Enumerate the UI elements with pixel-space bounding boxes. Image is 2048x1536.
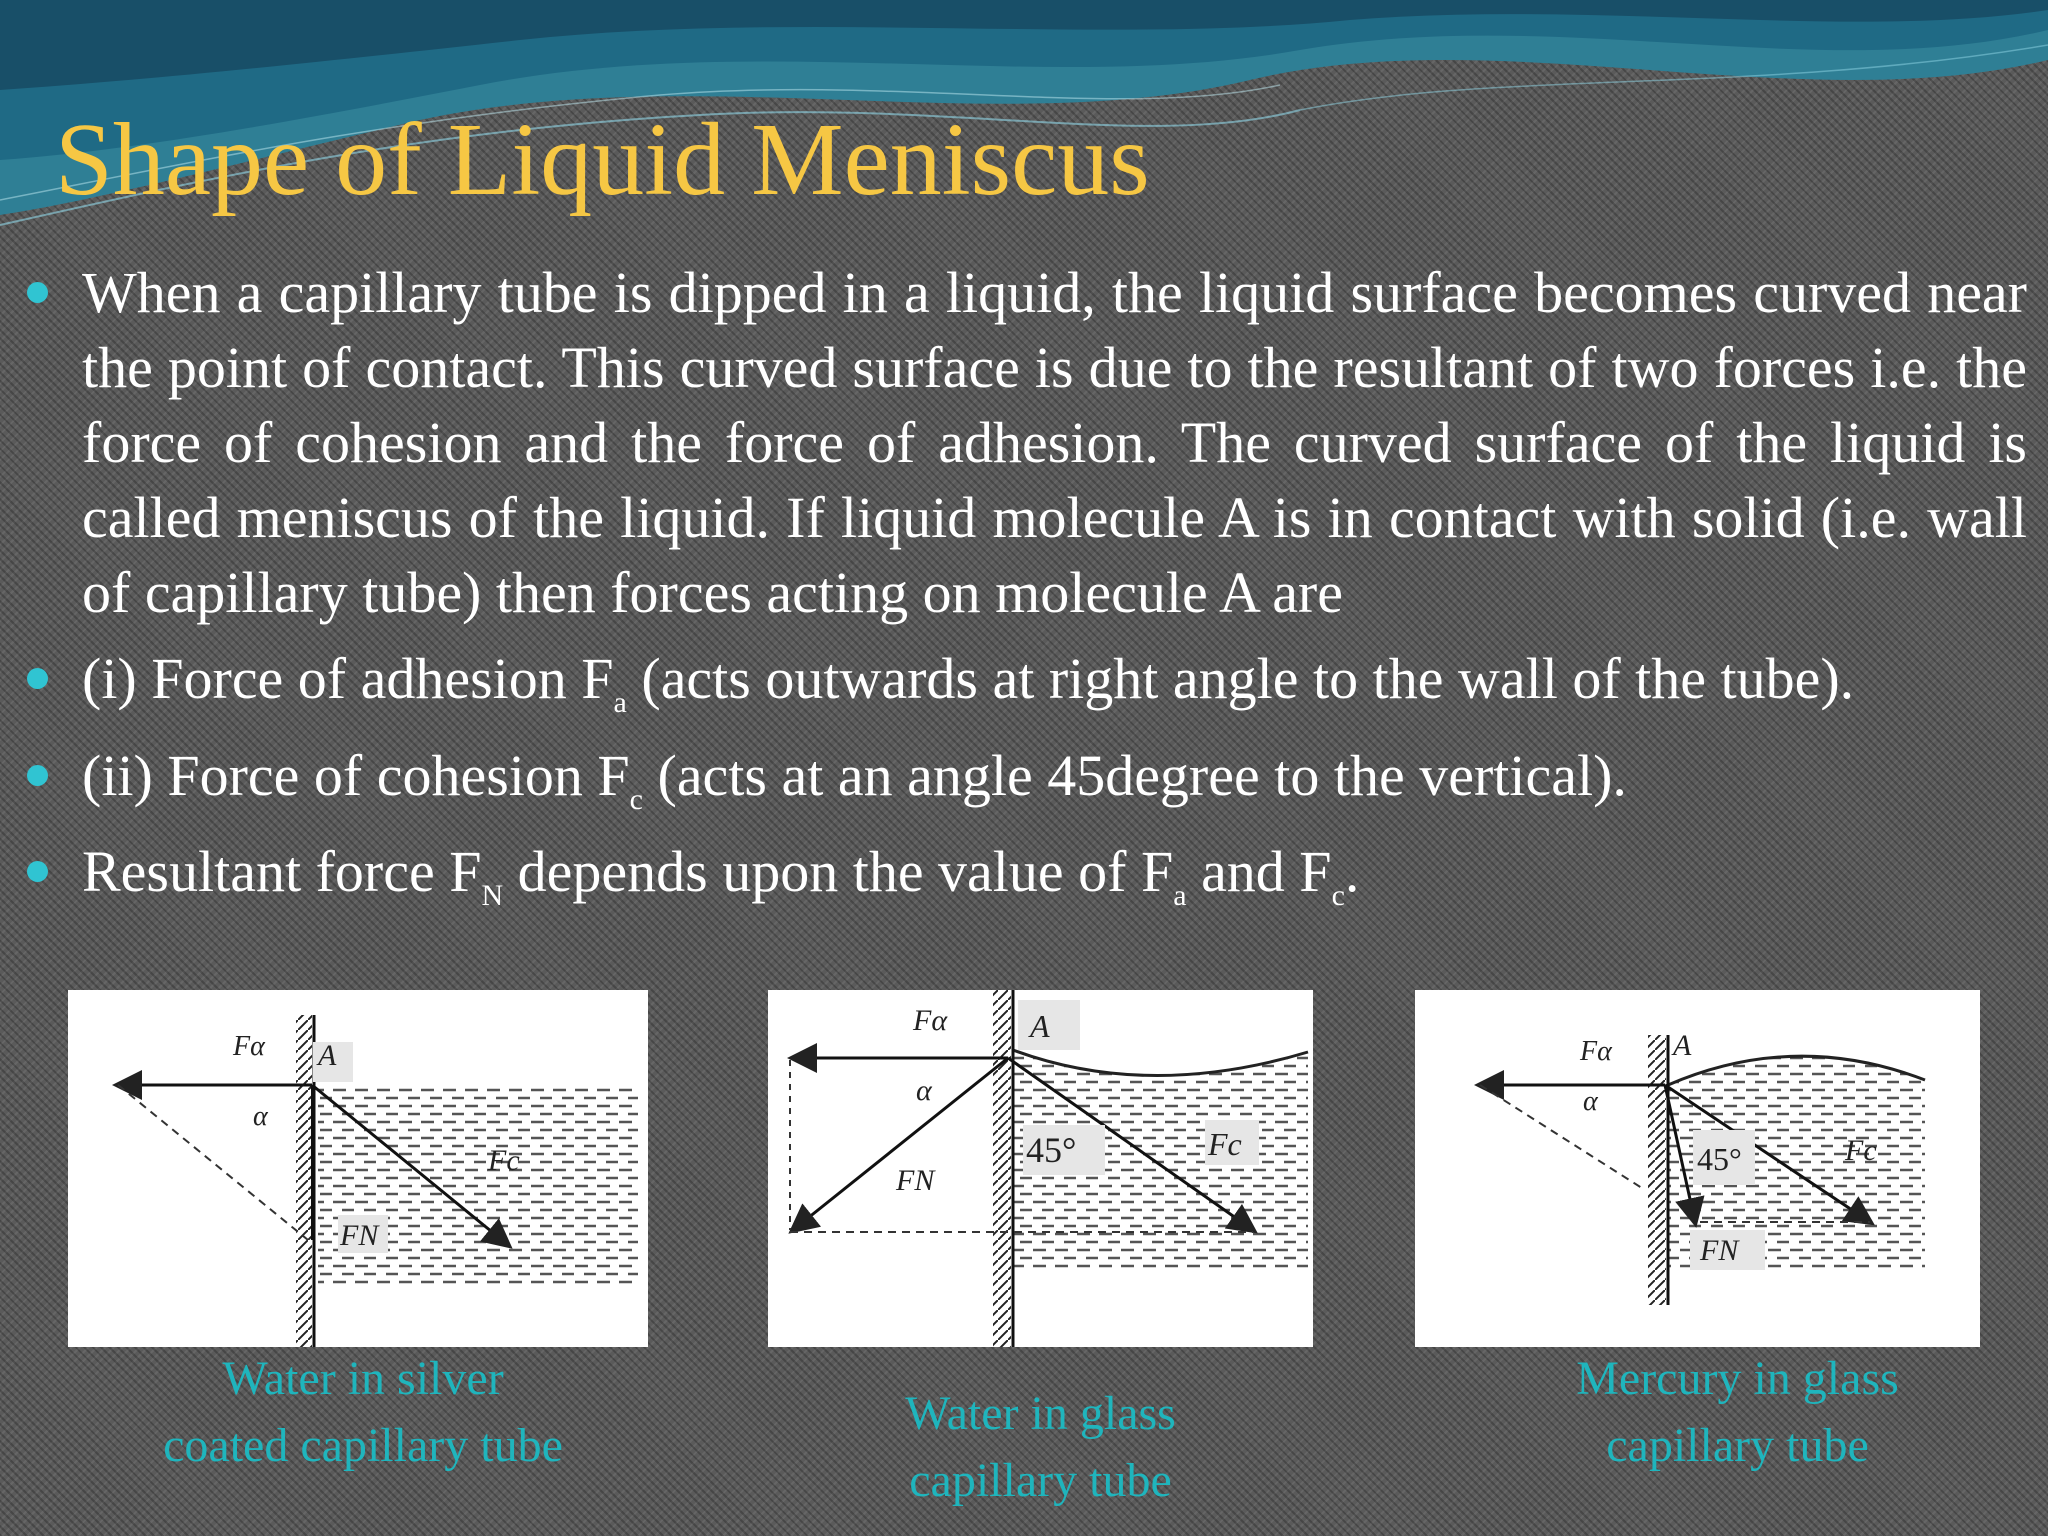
bullet-cohesion <box>22 738 2027 816</box>
resultant-text-4: . <box>1344 839 1360 904</box>
bullet-list <box>22 255 2027 912</box>
caption-line: Mercury in glass <box>1576 1352 1899 1405</box>
resultant-subscript-n: N <box>481 879 504 912</box>
caption-line: Water in glass <box>905 1387 1176 1440</box>
bullet-resultant <box>22 834 2027 912</box>
fc-label: Fc <box>488 1144 520 1177</box>
fn-label: FN <box>1700 1234 1739 1267</box>
diagram-silver-coated <box>68 990 648 1347</box>
adhesion-text: (i) Force of adhesion F <box>82 646 614 711</box>
bullet-dot-icon <box>27 668 48 689</box>
a-label: A <box>318 1039 337 1072</box>
fa-label: Fα <box>233 1031 265 1062</box>
fc-label: Fc <box>1845 1134 1877 1167</box>
figure-silver-coated-tube <box>68 990 648 1347</box>
diagram-water-glass <box>768 990 1313 1347</box>
fn-label: FN <box>896 1164 935 1197</box>
a-label: A <box>1673 1029 1692 1062</box>
bullet-intro <box>22 255 2027 630</box>
bullet-dot-icon <box>27 765 48 786</box>
cohesion-subscript: c <box>629 783 643 816</box>
fc-label: Fc <box>1208 1126 1242 1162</box>
slide-title: Shape of Liquid Meniscus <box>55 102 1150 217</box>
caption-silver-coated <box>68 1345 658 1479</box>
fa-label: Fα <box>913 1004 948 1037</box>
resultant-subscript-a: a <box>1173 879 1187 912</box>
adhesion-text-rest: (acts outwards at right angle to the wall of the tube). <box>626 646 1855 711</box>
fn-label: FN <box>340 1219 379 1252</box>
intro-text: When a capillary tube is dipped in a liquid, the liquid surface becomes curved near the point of contact. This curved surface is due to the resultant of two forces i.e. the force of cohesion and the force of adhesion. The curved surface of the liquid is called meniscus of the liquid. If liquid molecule A is in contact with solid (i.e. wall of capillary tube) then forces acting on molecule A are <box>82 260 2027 625</box>
caption-line: capillary tube <box>1606 1419 1869 1472</box>
resultant-subscript-c: c <box>1331 879 1345 912</box>
angle-label: 45° <box>1697 1141 1742 1177</box>
cohesion-text-rest: (acts at an angle 45degree to the vertical). <box>643 743 1627 808</box>
adhesion-subscript: a <box>613 686 627 719</box>
caption-water-glass <box>768 1380 1313 1514</box>
angle-label: 45° <box>1026 1130 1077 1170</box>
cohesion-text: (ii) Force of cohesion F <box>82 743 630 808</box>
figure-water-glass-tube <box>768 990 1313 1347</box>
figure-mercury-glass-tube <box>1415 990 1980 1347</box>
resultant-text-2: depends upon the value of F <box>503 839 1174 904</box>
caption-line: capillary tube <box>909 1454 1172 1507</box>
caption-line: coated capillary tube <box>163 1419 563 1472</box>
resultant-text: Resultant force F <box>82 839 482 904</box>
fa-label: Fα <box>1580 1036 1612 1067</box>
bullet-dot-icon <box>27 282 48 303</box>
alpha-label: α <box>253 1101 268 1132</box>
alpha-label: α <box>1583 1086 1598 1117</box>
bullet-dot-icon <box>27 861 48 882</box>
bullet-adhesion <box>22 641 2027 719</box>
alpha-label: α <box>916 1074 932 1107</box>
a-label: A <box>1030 1008 1050 1044</box>
caption-line: Water in silver <box>222 1352 504 1405</box>
diagram-mercury-glass <box>1415 990 1980 1347</box>
resultant-text-3: and F <box>1186 839 1332 904</box>
caption-mercury-glass <box>1455 1345 2020 1479</box>
